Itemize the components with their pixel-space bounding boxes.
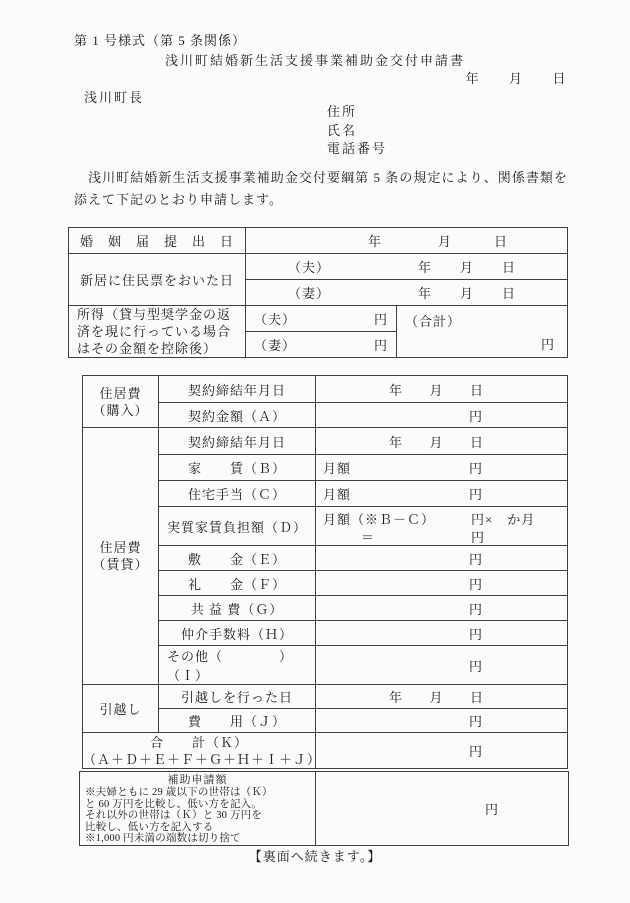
total-label-line2: （Ａ＋Ｄ＋Ｅ＋Ｆ＋Ｇ＋Ｈ＋Ｉ＋Ｊ） <box>83 751 322 767</box>
total-label-line1: 合 計（Ｋ） <box>149 734 248 750</box>
table-row <box>83 428 568 455</box>
net-rent-unit: 円× か月 <box>471 512 536 527</box>
husband-label: （夫） <box>288 260 331 275</box>
residence-wife-date-field <box>246 280 568 306</box>
income-label: 所得（貸与型奨学金の返済を現に行っている場合はその金額を控除後） <box>69 306 246 358</box>
subsidy-note-line: 比較し、低い方を記入する <box>85 821 214 833</box>
form-number: 第 1 号様式（第 5 条関係） <box>74 33 247 48</box>
rent-label: 家 賃（Ｂ） <box>159 455 316 481</box>
income-wife-yen: 円 <box>373 338 388 353</box>
table-row <box>69 228 568 254</box>
allowance-monthly-label: 月額 <box>323 487 352 502</box>
income-husband-label: （夫） <box>254 312 297 327</box>
total-label <box>83 733 322 769</box>
income-total-yen: 円 <box>541 336 556 352</box>
rent-field <box>316 455 568 481</box>
income-wife-label: （妻） <box>254 338 297 353</box>
table-row <box>69 254 568 280</box>
basic-info-table <box>68 227 568 358</box>
income-husband-yen: 円 <box>373 312 388 327</box>
table-row <box>83 376 568 403</box>
addressee: 浅川町長 <box>84 90 145 105</box>
rental-contract-date-label: 契約締結年月日 <box>159 428 316 455</box>
name-field-label: 氏名 <box>327 122 358 138</box>
housing-rental-group-label <box>83 428 159 685</box>
residence-date-label: 新居に住民票をおいた日 <box>69 254 246 306</box>
residence-husband-date-field <box>246 254 568 280</box>
subsidy-note-line: ※夫婦ともに 29 歳以下の世帯は（Ｋ） <box>85 787 273 798</box>
marriage-date-field: 年 月 日 <box>246 228 568 254</box>
net-rent-formula: 月額（※Ｂ－Ｃ） <box>323 512 436 527</box>
table-row <box>80 772 569 846</box>
header-date-field: 年 月 日 <box>465 71 567 86</box>
key-money-label: 礼 金（Ｆ） <box>159 571 316 596</box>
net-rent-equals: ＝ <box>361 530 376 545</box>
total-field: 円 <box>316 733 568 769</box>
subsidy-note-line: ※1,000 円未満の端数は切り捨て <box>85 833 241 845</box>
wife-date-placeholder: 年 月 日 <box>418 286 517 301</box>
income-total-field <box>397 306 568 358</box>
common-fee-label: 共 益 費（Ｇ） <box>159 596 316 621</box>
housing-purchase-label-line1: 住居費 <box>99 385 142 401</box>
subsidy-note-line: それ以外の世帯は（Ｋ）と 30 万円を <box>85 810 263 822</box>
common-fee-field: 円 <box>316 596 568 621</box>
housing-allowance-field <box>316 481 568 507</box>
subsidy-table <box>79 771 569 846</box>
rent-yen: 円 <box>468 461 483 476</box>
housing-rental-label-line2: （賃貸） <box>92 557 149 572</box>
housing-purchase-group-label <box>83 376 159 428</box>
subsidy-note-line: と 60 万円を比較し、低い方を記入。 <box>85 798 263 810</box>
subsidy-title: 補助申請額 <box>167 774 228 786</box>
applicant-block <box>327 103 387 159</box>
income-husband-field <box>246 306 397 332</box>
moving-date-label: 引越しを行った日 <box>159 685 316 709</box>
table-row <box>83 733 568 769</box>
contract-amount-field: 円 <box>316 403 568 428</box>
income-wife-field <box>246 332 397 358</box>
moving-cost-field: 円 <box>316 709 568 733</box>
agent-fee-label: 仲介手数料（Ｈ） <box>159 621 316 646</box>
net-rent-yen: 円 <box>471 530 486 545</box>
marriage-date-label: 婚 姻 届 提 出 日 <box>69 228 246 254</box>
rental-contract-date-field: 年 月 日 <box>316 428 568 455</box>
continuation-note: 【裏面へ続きます。】 <box>248 849 382 864</box>
housing-allowance-label: 住宅手当（Ｃ） <box>159 481 316 507</box>
rent-monthly-label: 月額 <box>323 461 352 476</box>
deposit-field: 円 <box>316 546 568 571</box>
table-row <box>69 306 568 332</box>
phone-field-label: 電話番号 <box>327 141 388 156</box>
moving-date-field: 年 月 日 <box>316 685 568 709</box>
moving-cost-label: 費 用（Ｊ） <box>159 709 316 733</box>
purchase-contract-date-field: 年 月 日 <box>316 376 568 403</box>
housing-purchase-label-line2: （購入） <box>92 402 149 418</box>
key-money-field: 円 <box>316 571 568 596</box>
document-title: 浅川町結婚新生活支援事業補助金交付申請書 <box>164 53 465 68</box>
husband-date-placeholder: 年 月 日 <box>418 260 517 275</box>
intro-paragraph: 浅川町結婚新生活支援事業補助金交付要綱第 5 条の規定により、関係書類を添えて下記のとおり申請します。 <box>74 170 568 207</box>
net-rent-field <box>316 507 568 546</box>
deposit-label: 敷 金（Ｅ） <box>159 546 316 571</box>
address-field-label: 住所 <box>327 104 358 119</box>
allowance-yen: 円 <box>468 487 483 502</box>
table-row <box>83 685 568 709</box>
other-cost-field: 円 <box>316 646 568 685</box>
income-total-label: （合計） <box>405 313 462 329</box>
subsidy-amount-field: 円 <box>316 772 569 846</box>
subsidy-label-cell <box>80 772 316 846</box>
agent-fee-field: 円 <box>316 621 568 646</box>
housing-rental-label-line1: 住居費 <box>99 540 142 555</box>
contract-amount-label: 契約金額（Ａ） <box>159 403 316 428</box>
moving-group-label: 引越し <box>83 685 159 733</box>
net-rent-label: 実質家賃負担額（Ｄ） <box>159 507 316 546</box>
wife-label: （妻） <box>288 286 331 301</box>
cost-table <box>82 375 568 769</box>
purchase-contract-date-label: 契約締結年月日 <box>159 376 316 403</box>
other-cost-label: その他（ ）（Ｉ） <box>159 646 316 685</box>
